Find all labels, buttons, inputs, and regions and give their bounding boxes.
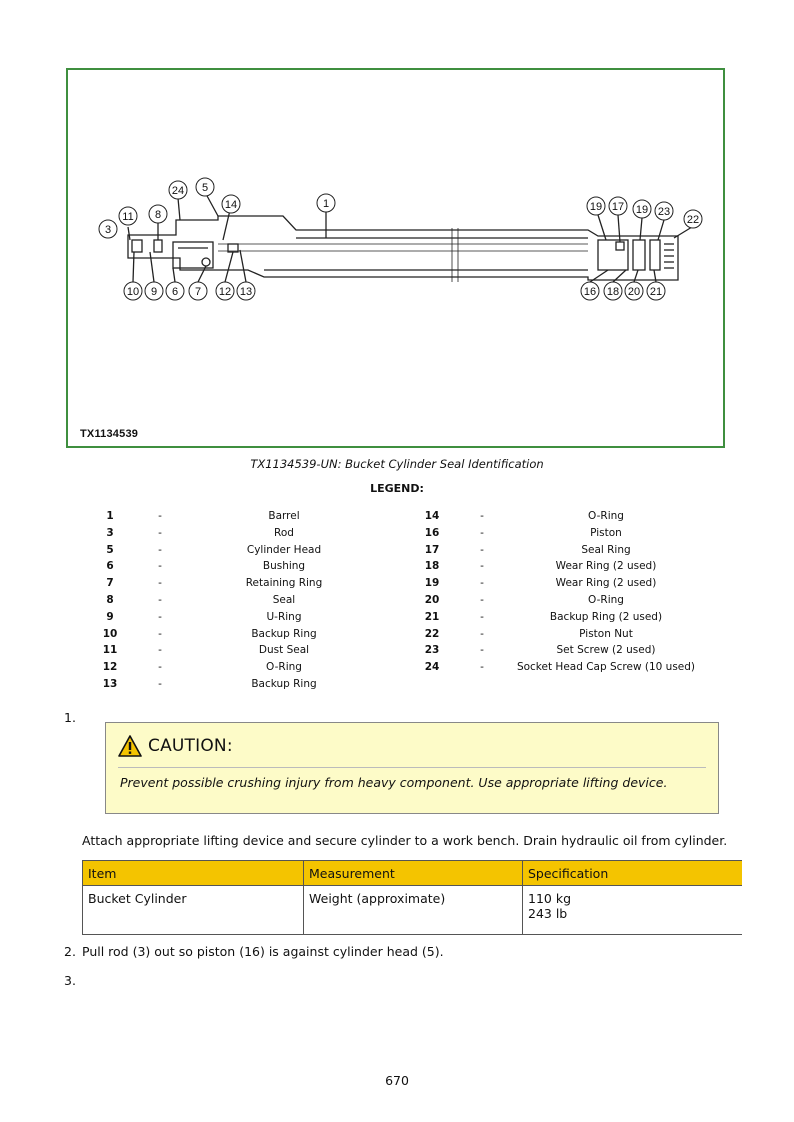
callout-10	[124, 282, 142, 300]
figure-caption: TX1134539-UN: Bucket Cylinder Seal Identification	[250, 457, 544, 471]
legend-name: Bushing	[262, 560, 306, 573]
callout-24	[169, 181, 187, 199]
callout-13	[237, 282, 255, 300]
legend-name: O-Ring	[266, 661, 302, 674]
legend-dash: -	[480, 510, 484, 522]
callout-14	[222, 195, 240, 213]
cell-item: Bucket Cylinder	[83, 886, 304, 935]
callout-18	[604, 282, 622, 300]
callout-17	[609, 197, 627, 215]
legend-row	[0, 659, 794, 676]
svg-text:10: 10	[126, 286, 140, 298]
legend-row	[0, 558, 794, 575]
legend-name: Rod	[274, 526, 294, 539]
table-header-row	[83, 861, 743, 886]
step-1-number: 1.	[64, 710, 76, 725]
callout-12	[216, 282, 234, 300]
legend-row	[0, 525, 794, 542]
caution-box	[105, 722, 719, 814]
legend-name: Seal Ring	[581, 543, 631, 556]
svg-text:1: 1	[322, 198, 330, 210]
legend-number: 10	[102, 627, 118, 640]
legend-name: Dust Seal	[258, 644, 310, 657]
svg-text:19: 19	[635, 204, 649, 216]
callout-16	[581, 282, 599, 300]
svg-text:21: 21	[649, 286, 663, 298]
header-item: Item	[83, 861, 304, 886]
legend-row	[0, 542, 794, 559]
legend-dash: -	[158, 661, 162, 674]
step-1-text: Attach appropriate lifting device and secure cylinder to a work bench. Drain hydraulic oil from cylinder.	[82, 833, 728, 848]
legend-number: 7	[106, 577, 114, 590]
legend-number: 17	[424, 543, 440, 556]
legend-dash: -	[480, 543, 484, 556]
page-number: 670	[385, 1073, 409, 1088]
svg-text:7: 7	[194, 286, 202, 298]
step-2-number: 2.	[64, 944, 76, 959]
legend-number: 20	[424, 594, 440, 606]
svg-text:23: 23	[657, 206, 671, 218]
legend-row	[0, 642, 794, 659]
figure-frame	[66, 68, 725, 448]
legend-dash: -	[158, 610, 162, 623]
svg-text:14: 14	[224, 199, 238, 211]
caution-divider	[118, 767, 706, 768]
legend-name: Piston Nut	[579, 627, 633, 640]
caution-text: Prevent possible crushing injury from heavy component. Use appropriate lifting device.	[120, 775, 668, 790]
legend-number: 3	[106, 526, 114, 539]
callout-20	[625, 282, 643, 300]
cell-specification	[523, 886, 743, 935]
legend-name: O-Ring	[588, 510, 624, 522]
legend-name: Set Screw (2 used)	[556, 644, 656, 657]
legend-dash: -	[480, 610, 484, 623]
legend-number: 1	[106, 510, 114, 522]
svg-text:19: 19	[589, 201, 603, 213]
legend-name: Cylinder Head	[246, 543, 322, 556]
legend-number: 9	[106, 610, 114, 623]
svg-text:5: 5	[201, 182, 209, 194]
legend-dash: -	[480, 526, 484, 539]
legend-dash: -	[480, 594, 484, 606]
legend-number: 6	[106, 560, 114, 573]
callout-21	[647, 282, 665, 300]
svg-text:6: 6	[171, 286, 179, 298]
header-measurement: Measurement	[304, 861, 523, 886]
svg-text:18: 18	[606, 286, 620, 298]
svg-text:16: 16	[583, 286, 597, 298]
legend-dash: -	[158, 678, 162, 690]
legend-name: Wear Ring (2 used)	[555, 560, 657, 573]
svg-text:22: 22	[686, 214, 700, 226]
callout-19a	[587, 197, 605, 215]
step-2-text: Pull rod (3) out so piston (16) is against cylinder head (5).	[82, 944, 444, 959]
legend-dash: -	[480, 577, 484, 590]
svg-text:13: 13	[239, 286, 253, 298]
legend-name: Barrel	[268, 510, 300, 522]
svg-text:3: 3	[104, 224, 112, 236]
legend-row	[0, 592, 794, 609]
legend-name: U-Ring	[266, 610, 302, 623]
bucket-cylinder-diagram	[68, 70, 723, 446]
legend-dash: -	[480, 627, 484, 640]
legend-dash: -	[158, 644, 162, 657]
legend-number: 11	[102, 644, 118, 657]
legend-number: 19	[424, 577, 440, 590]
callout-23	[655, 202, 673, 220]
header-specification: Specification	[523, 861, 743, 886]
legend-row	[0, 626, 794, 643]
legend-title: LEGEND:	[370, 482, 424, 495]
svg-text:20: 20	[627, 286, 641, 298]
legend-dash: -	[158, 510, 162, 522]
legend-number: 16	[424, 526, 440, 539]
legend-name: Socket Head Cap Screw (10 used)	[516, 661, 696, 674]
callout-5	[196, 178, 214, 196]
legend-dash: -	[158, 594, 162, 606]
spec-imperial: 243 lb	[528, 906, 568, 921]
legend-name: O-Ring	[588, 594, 624, 606]
legend-number: 8	[106, 594, 114, 606]
legend-name: Backup Ring (2 used)	[549, 610, 663, 623]
legend-number: 13	[102, 678, 118, 690]
callout-3	[99, 220, 117, 238]
legend-dash: -	[480, 560, 484, 573]
svg-text:9: 9	[150, 286, 158, 298]
figure-id-label: TX1134539	[80, 428, 139, 440]
legend-number: 24	[424, 661, 440, 674]
callout-19b	[633, 200, 651, 218]
svg-text:12: 12	[218, 286, 232, 298]
callout-1	[317, 194, 335, 212]
legend-number: 21	[424, 610, 440, 623]
callout-7	[189, 282, 207, 300]
legend-row	[0, 609, 794, 626]
legend-number: 18	[424, 560, 440, 573]
legend-row	[0, 676, 794, 693]
legend-name: Wear Ring (2 used)	[555, 577, 657, 590]
legend-dash: -	[158, 627, 162, 640]
legend-name: Retaining Ring	[245, 577, 323, 590]
legend-dash: -	[158, 526, 162, 539]
legend-number: 12	[102, 661, 118, 674]
spec-metric: 110 kg	[528, 891, 572, 906]
legend-name: Backup Ring	[251, 678, 317, 690]
legend-name: Backup Ring	[251, 627, 317, 640]
legend-row	[0, 508, 794, 525]
caution-title: CAUTION:	[148, 736, 233, 756]
svg-text:11: 11	[122, 211, 134, 223]
table-row	[83, 886, 743, 935]
legend-dash: -	[480, 661, 484, 674]
legend-number: 22	[424, 627, 440, 640]
specification-table	[82, 860, 742, 935]
callout-9	[145, 282, 163, 300]
legend-dash: -	[158, 577, 162, 590]
legend-row	[0, 575, 794, 592]
legend-number: 14	[424, 510, 440, 522]
legend-dash: -	[158, 560, 162, 573]
callout-8	[149, 205, 167, 223]
warning-triangle-icon	[118, 735, 142, 757]
legend-number: 5	[106, 543, 114, 556]
svg-text:24: 24	[171, 185, 185, 197]
svg-text:17: 17	[611, 201, 625, 213]
cell-measurement: Weight (approximate)	[304, 886, 523, 935]
step-3-number: 3.	[64, 973, 76, 988]
legend-name: Piston	[590, 526, 622, 539]
legend-name: Seal	[272, 594, 296, 606]
callout-6	[166, 282, 184, 300]
legend-dash: -	[158, 543, 162, 556]
legend-number: 23	[424, 644, 440, 657]
svg-text:8: 8	[154, 209, 162, 221]
legend-dash: -	[480, 644, 484, 657]
callout-22	[684, 210, 702, 228]
callout-11	[119, 207, 137, 225]
